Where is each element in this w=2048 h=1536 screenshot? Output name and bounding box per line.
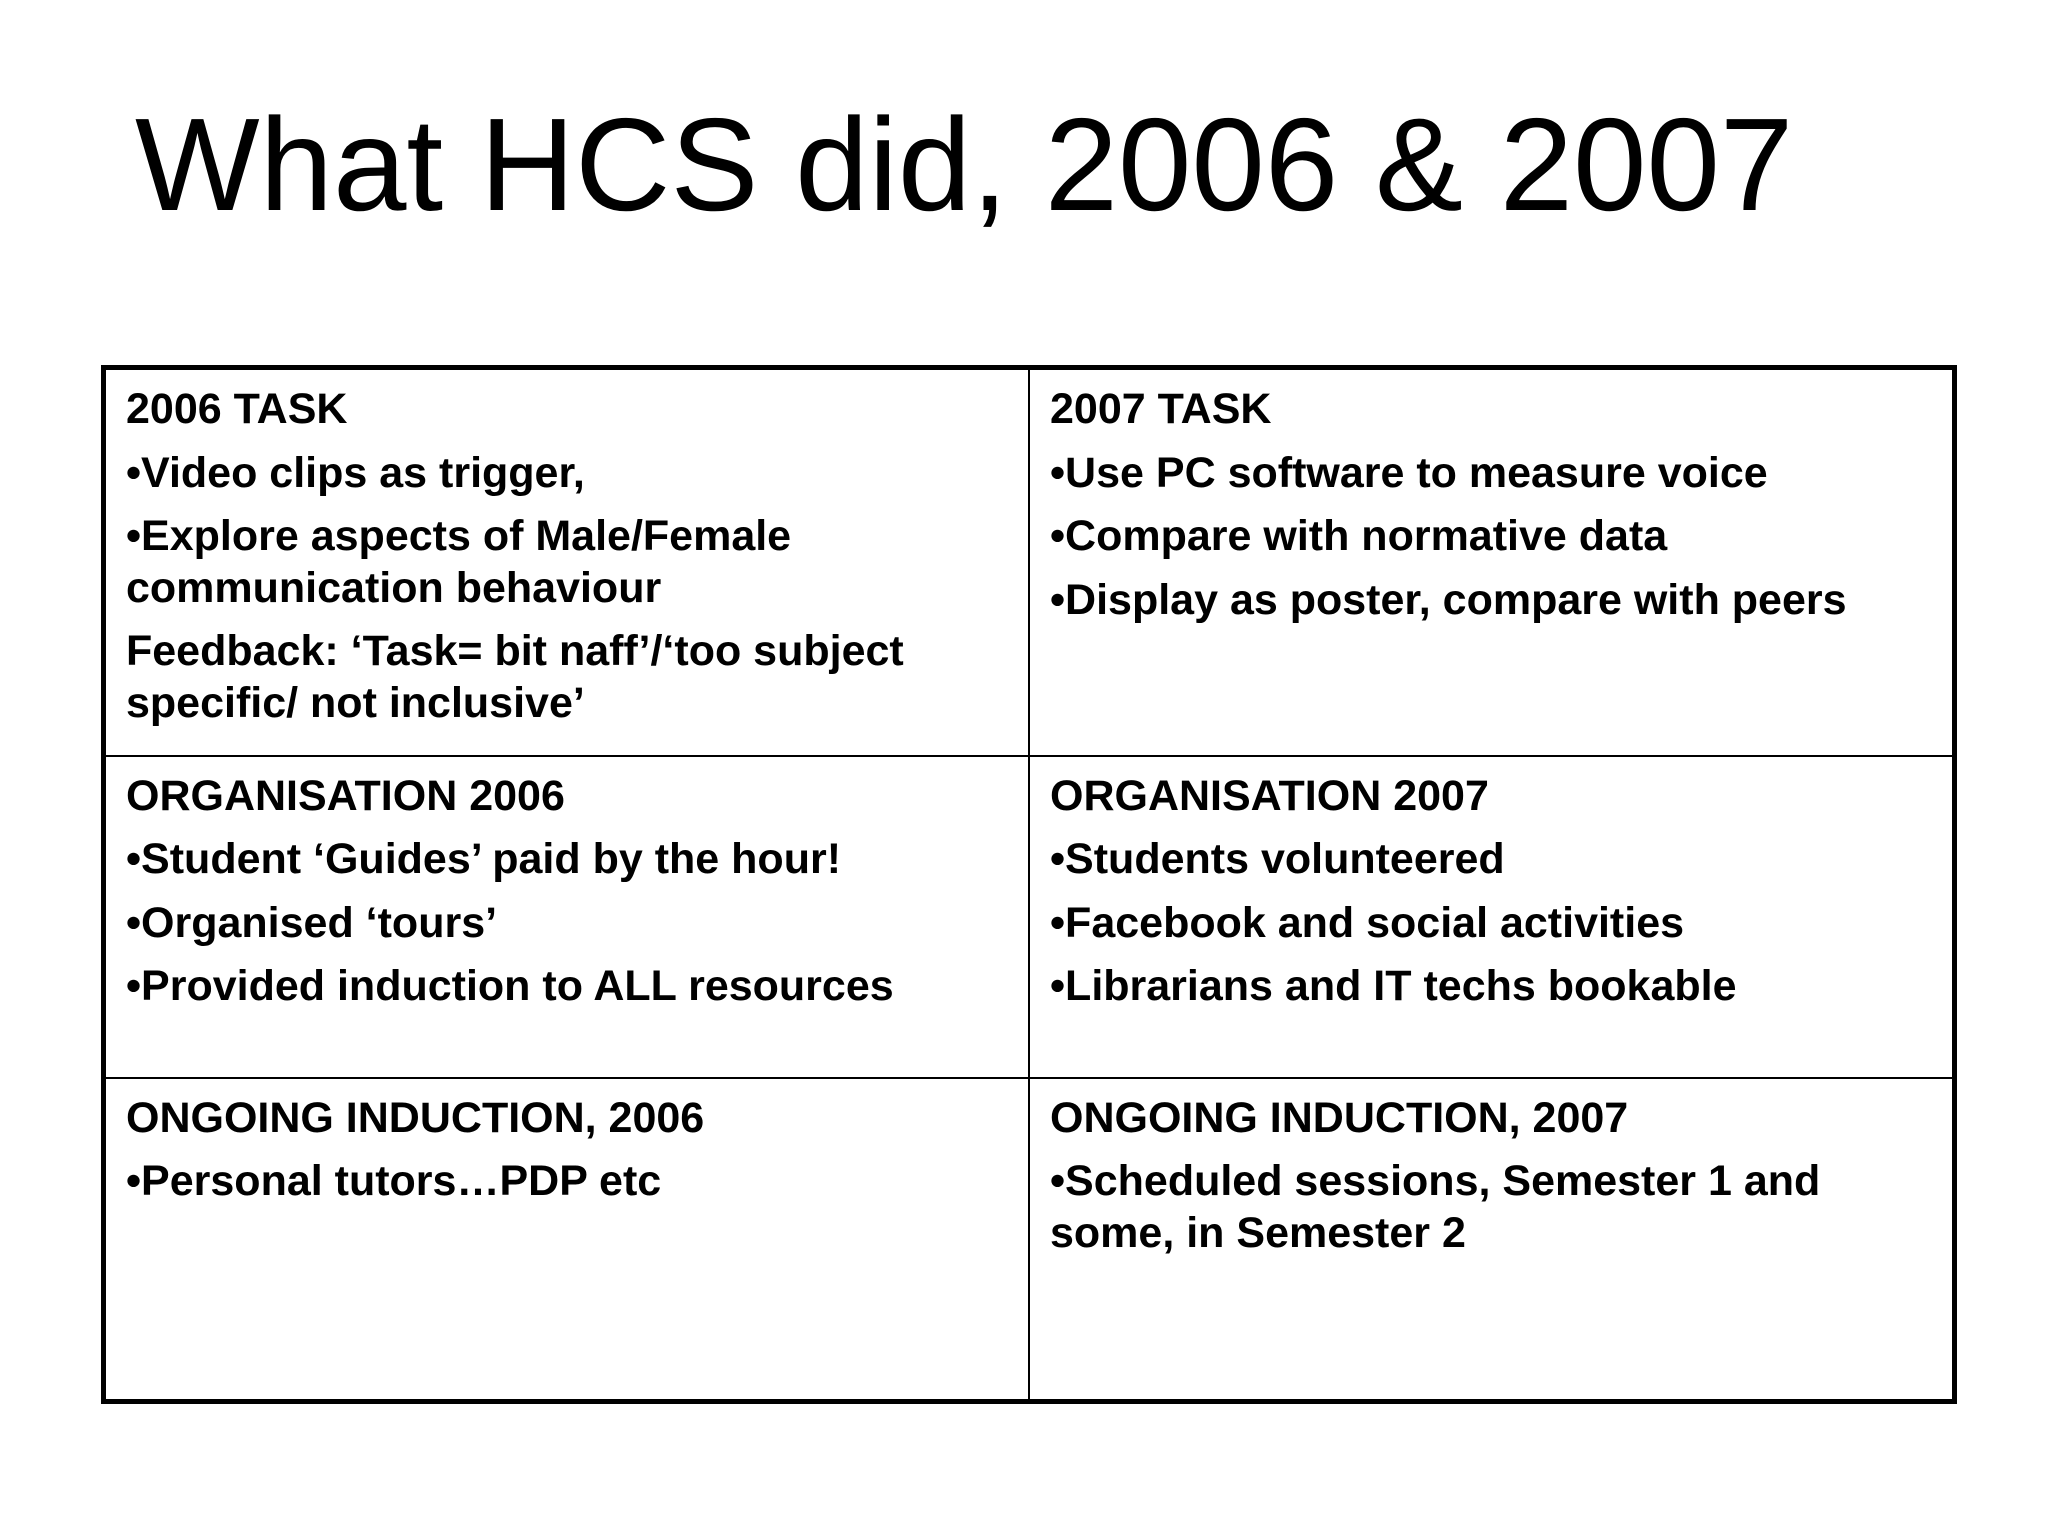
cell-line: •Facebook and social activities bbox=[1050, 898, 1685, 947]
cell-line: •Compare with normative data bbox=[1050, 512, 1668, 561]
table-row-organisation bbox=[104, 756, 1955, 1078]
cell-heading: ORGANISATION 2007 bbox=[1050, 771, 1489, 820]
table-row-ongoing-induction bbox=[104, 1078, 1955, 1402]
cell-line: •Librarians and IT techs bookable bbox=[1050, 962, 1737, 1011]
cell-line: •Use PC software to measure voice bbox=[1050, 448, 1768, 497]
cell-line: •Student ‘Guides’ paid by the hour! bbox=[126, 835, 842, 884]
table-row-task bbox=[104, 368, 1955, 756]
slide-title: What HCS did, 2006 & 2007 bbox=[135, 91, 1794, 238]
cell-line: •Organised ‘tours’ bbox=[126, 898, 498, 947]
cell-line: •Scheduled sessions, Semester 1 and some, in Semester 2 bbox=[1050, 1157, 1821, 1257]
cell-line: •Provided induction to ALL resources bbox=[126, 962, 894, 1011]
cell-2007-task bbox=[1029, 368, 1955, 756]
cell-organisation-2006 bbox=[104, 756, 1030, 1078]
cell-heading: 2006 TASK bbox=[126, 385, 348, 433]
cell-heading: 2007 TASK bbox=[1050, 385, 1272, 433]
comparison-table bbox=[101, 365, 1957, 1404]
cell-ongoing-induction-2007 bbox=[1029, 1078, 1955, 1402]
cell-line: Feedback: ‘Task= bit naff’/‘too subject specific/ not inclusive’ bbox=[126, 627, 904, 727]
cell-ongoing-induction-2006 bbox=[104, 1078, 1030, 1402]
cell-heading: ONGOING INDUCTION, 2006 bbox=[126, 1093, 705, 1142]
cell-heading: ORGANISATION 2006 bbox=[126, 771, 565, 820]
cell-line: •Students volunteered bbox=[1050, 835, 1505, 884]
cell-heading: ONGOING INDUCTION, 2007 bbox=[1050, 1093, 1629, 1142]
cell-organisation-2007 bbox=[1029, 756, 1955, 1078]
cell-line: •Display as poster, compare with peers bbox=[1050, 575, 1847, 624]
cell-line: •Explore aspects of Male/Female communication behaviour bbox=[126, 512, 792, 612]
cell-line: •Personal tutors…PDP etc bbox=[126, 1157, 662, 1206]
cell-line: •Video clips as trigger, bbox=[126, 448, 585, 497]
cell-2006-task bbox=[104, 368, 1030, 756]
